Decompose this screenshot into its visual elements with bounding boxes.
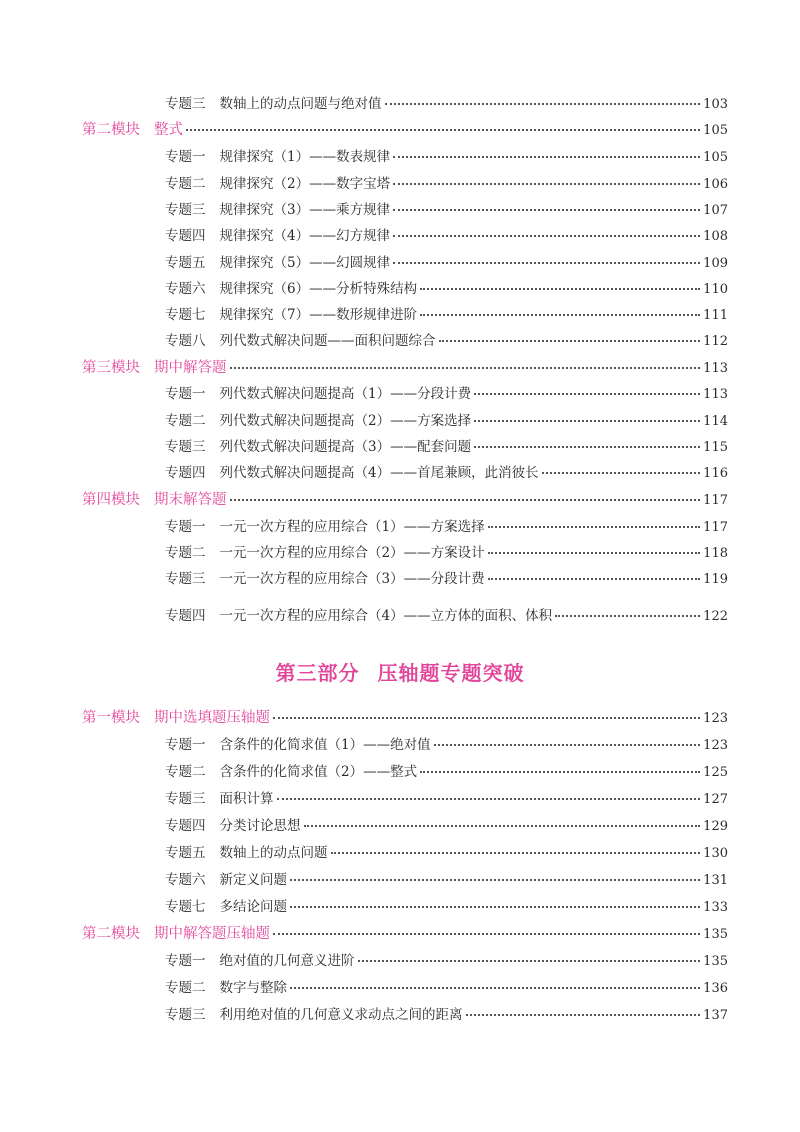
dot-leader (290, 906, 700, 908)
toc-entry[interactable] (165, 461, 728, 483)
toc-module-title: 期中解答题 (154, 360, 227, 376)
toc-entry-number: 专题五 (165, 255, 206, 271)
toc-entry-title: 一元一次方程的应用综合（2）——方案设计 (219, 545, 485, 561)
toc-entry-page: 106 (703, 177, 728, 192)
toc-entry-title: 规律探究（7）——数形规律进阶 (219, 307, 418, 323)
dot-leader (273, 717, 700, 719)
toc-entry-page: 108 (703, 229, 728, 244)
toc-module-number: 第三模块 (82, 360, 140, 376)
dot-leader (474, 420, 700, 422)
toc-entry-page: 117 (703, 520, 728, 535)
toc-entry-title: 规律探究（6）——分析特殊结构 (219, 281, 418, 297)
toc-entry-title: 数轴上的动点问题 (219, 845, 328, 861)
toc-entry-number: 专题四 (165, 818, 206, 834)
toc-module-entry[interactable] (82, 118, 728, 140)
dot-leader (488, 526, 701, 528)
toc-entry-title: 规律探究（3）——乘方规律 (219, 202, 391, 218)
dot-leader (488, 578, 701, 580)
toc-entry-number: 专题四 (165, 465, 206, 481)
toc-entry-number: 专题一 (165, 953, 206, 969)
dot-leader (393, 235, 700, 237)
toc-entry-title: 绝对值的几何意义进阶 (219, 953, 355, 969)
toc-entry[interactable] (165, 224, 728, 246)
dot-leader (186, 129, 700, 131)
toc-entry-title: 列代数式解决问题提高（3）——配套问题 (219, 439, 472, 455)
dot-leader (439, 340, 701, 342)
dot-leader (420, 771, 700, 773)
toc-entry-number: 专题三 (165, 791, 206, 807)
toc-entry-title: 规律探究（4）——幻方规律 (219, 228, 391, 244)
dot-leader (434, 744, 701, 746)
toc-entry-number: 专题三 (165, 439, 206, 455)
toc-entry-number: 专题二 (165, 980, 206, 996)
toc-entry-page: 137 (703, 1008, 728, 1023)
toc-entry-number: 专题八 (165, 333, 206, 349)
toc-entry[interactable] (165, 733, 728, 755)
toc-entry-page: 118 (703, 546, 728, 561)
dot-leader (358, 960, 701, 962)
toc-entry-title: 含条件的化简求值（1）——绝对值 (219, 737, 431, 753)
dot-leader (230, 499, 701, 501)
toc-entry-page: 123 (703, 738, 728, 753)
toc-entry-title: 数轴上的动点问题与绝对值 (219, 96, 382, 112)
toc-entry[interactable] (165, 1003, 728, 1025)
toc-entry[interactable] (165, 949, 728, 971)
toc-entry[interactable] (165, 92, 728, 114)
toc-entry-number: 专题四 (165, 608, 206, 624)
toc-entry-number: 专题三 (165, 96, 206, 112)
toc-module-entry[interactable] (82, 922, 728, 944)
toc-entry[interactable] (165, 303, 728, 325)
toc-entry[interactable] (165, 409, 728, 431)
toc-entry[interactable] (165, 976, 728, 998)
toc-entry-number: 专题五 (165, 845, 206, 861)
toc-entry-page: 122 (703, 609, 728, 624)
dot-leader (466, 1014, 701, 1016)
toc-entry-title: 规律探究（5）——幻圆规律 (219, 255, 391, 271)
dot-leader (474, 446, 700, 448)
toc-entry-number: 专题一 (165, 149, 206, 165)
toc-entry-number: 专题二 (165, 764, 206, 780)
toc-entry-page: 105 (703, 123, 728, 138)
toc-entry-page: 123 (703, 711, 728, 726)
dot-leader (393, 183, 700, 185)
toc-entry-page: 113 (703, 387, 728, 402)
toc-entry-page: 110 (703, 282, 728, 297)
dot-leader (385, 103, 701, 105)
dot-leader (474, 393, 700, 395)
toc-entry[interactable] (165, 604, 728, 626)
toc-entry-number: 专题四 (165, 228, 206, 244)
dot-leader (230, 367, 701, 369)
toc-entry-number: 专题七 (165, 307, 206, 323)
toc-entry-number: 专题三 (165, 1007, 206, 1023)
toc-entry-page: 130 (703, 846, 728, 861)
toc-entry-page: 105 (703, 150, 728, 165)
toc-entry[interactable] (165, 787, 728, 809)
toc-module-number: 第一模块 (82, 710, 140, 726)
toc-entry-page: 109 (703, 256, 728, 271)
toc-entry-page: 135 (703, 954, 728, 969)
toc-entry-number: 专题三 (165, 571, 206, 587)
toc-entry[interactable] (165, 567, 728, 589)
dot-leader (488, 552, 701, 554)
dot-leader (555, 615, 700, 617)
toc-entry-page: 133 (703, 900, 728, 915)
toc-entry-page: 113 (703, 361, 728, 376)
dot-leader (393, 156, 700, 158)
dot-leader (273, 933, 700, 935)
toc-module-title: 期中解答题压轴题 (154, 926, 270, 942)
toc-entry-number: 专题一 (165, 737, 206, 753)
toc-entry[interactable] (165, 895, 728, 917)
toc-entry-page: 116 (703, 466, 728, 481)
toc-entry[interactable] (165, 329, 728, 351)
toc-entry-page: 131 (703, 873, 728, 888)
toc-entry-page: 127 (703, 792, 728, 807)
dot-leader (290, 879, 700, 881)
toc-entry-page: 119 (703, 572, 728, 587)
toc-entry-number: 专题三 (165, 202, 206, 218)
toc-entry-title: 列代数式解决问题——面积问题综合 (219, 333, 436, 349)
toc-entry-number: 专题一 (165, 519, 206, 535)
part-heading (0, 657, 800, 686)
toc-entry-title: 列代数式解决问题提高（4）——首尾兼顾，此消彼长 (219, 465, 539, 481)
dot-leader (542, 472, 701, 474)
toc-module-number: 第四模块 (82, 492, 140, 508)
toc-entry-title: 分类讨论思想 (219, 818, 301, 834)
toc-module-title: 期中选填题压轴题 (154, 710, 270, 726)
toc-entry[interactable] (165, 760, 728, 782)
dot-leader (290, 987, 700, 989)
toc-entry-page: 129 (703, 819, 728, 834)
part-title: 压轴题专题突破 (377, 661, 525, 685)
toc-entry-title: 列代数式解决问题提高（2）——方案选择 (219, 413, 472, 429)
toc-entry[interactable] (165, 814, 728, 836)
toc-entry-title: 规律探究（2）——数字宝塔 (219, 176, 391, 192)
dot-leader (393, 262, 700, 264)
toc-entry[interactable] (165, 541, 728, 563)
toc-entry-title: 一元一次方程的应用综合（4）——立方体的面积、体积 (219, 608, 553, 624)
toc-entry[interactable] (165, 868, 728, 890)
toc-entry[interactable] (165, 277, 728, 299)
toc-entry-title: 一元一次方程的应用综合（3）——分段计费 (219, 571, 485, 587)
dot-leader (304, 825, 701, 827)
toc-entry-page: 136 (703, 981, 728, 996)
toc-entry-number: 专题二 (165, 413, 206, 429)
toc-module-entry[interactable] (82, 488, 728, 510)
toc-entry-title: 列代数式解决问题提高（1）——分段计费 (219, 386, 472, 402)
toc-entry-page: 107 (703, 203, 728, 218)
toc-entry[interactable] (165, 382, 728, 404)
toc-module-number: 第二模块 (82, 926, 140, 942)
toc-module-entry[interactable] (82, 706, 728, 728)
toc-entry[interactable] (165, 435, 728, 457)
toc-module-title: 整式 (154, 122, 183, 138)
toc-entry-page: 103 (703, 97, 728, 112)
dot-leader (420, 288, 700, 290)
toc-entry-number: 专题二 (165, 176, 206, 192)
toc-entry-title: 规律探究（1）——数表规律 (219, 149, 391, 165)
toc-entry-page: 125 (703, 765, 728, 780)
toc-entry-page: 112 (703, 334, 728, 349)
toc-entry-number: 专题六 (165, 281, 206, 297)
toc-entry[interactable] (165, 515, 728, 537)
toc-module-number: 第二模块 (82, 122, 140, 138)
dot-leader (420, 314, 700, 316)
part-label: 第三部分 (275, 661, 360, 685)
dot-leader (277, 798, 701, 800)
toc-entry-title: 利用绝对值的几何意义求动点之间的距离 (219, 1007, 463, 1023)
dot-leader (393, 209, 700, 211)
toc-entry-page: 114 (703, 414, 728, 429)
toc-entry-number: 专题七 (165, 899, 206, 915)
toc-entry-title: 多结论问题 (219, 899, 287, 915)
toc-entry-page: 117 (703, 493, 728, 508)
toc-entry-number: 专题一 (165, 386, 206, 402)
toc-module-title: 期末解答题 (154, 492, 227, 508)
toc-entry[interactable] (165, 145, 728, 167)
toc-entry[interactable] (165, 841, 728, 863)
toc-entry[interactable] (165, 198, 728, 220)
toc-entry[interactable] (165, 251, 728, 273)
toc-module-entry[interactable] (82, 356, 728, 378)
toc-entry-number: 专题六 (165, 872, 206, 888)
toc-entry[interactable] (165, 172, 728, 194)
toc-entry-page: 135 (703, 927, 728, 942)
toc-entry-title: 含条件的化简求值（2）——整式 (219, 764, 418, 780)
toc-entry-title: 新定义问题 (219, 872, 287, 888)
toc-entry-page: 111 (703, 308, 728, 323)
toc-entry-title: 面积计算 (219, 791, 274, 807)
toc-entry-number: 专题二 (165, 545, 206, 561)
toc-entry-title: 一元一次方程的应用综合（1）——方案选择 (219, 519, 485, 535)
dot-leader (331, 852, 701, 854)
toc-entry-title: 数字与整除 (219, 980, 287, 996)
toc-entry-page: 115 (703, 440, 728, 455)
